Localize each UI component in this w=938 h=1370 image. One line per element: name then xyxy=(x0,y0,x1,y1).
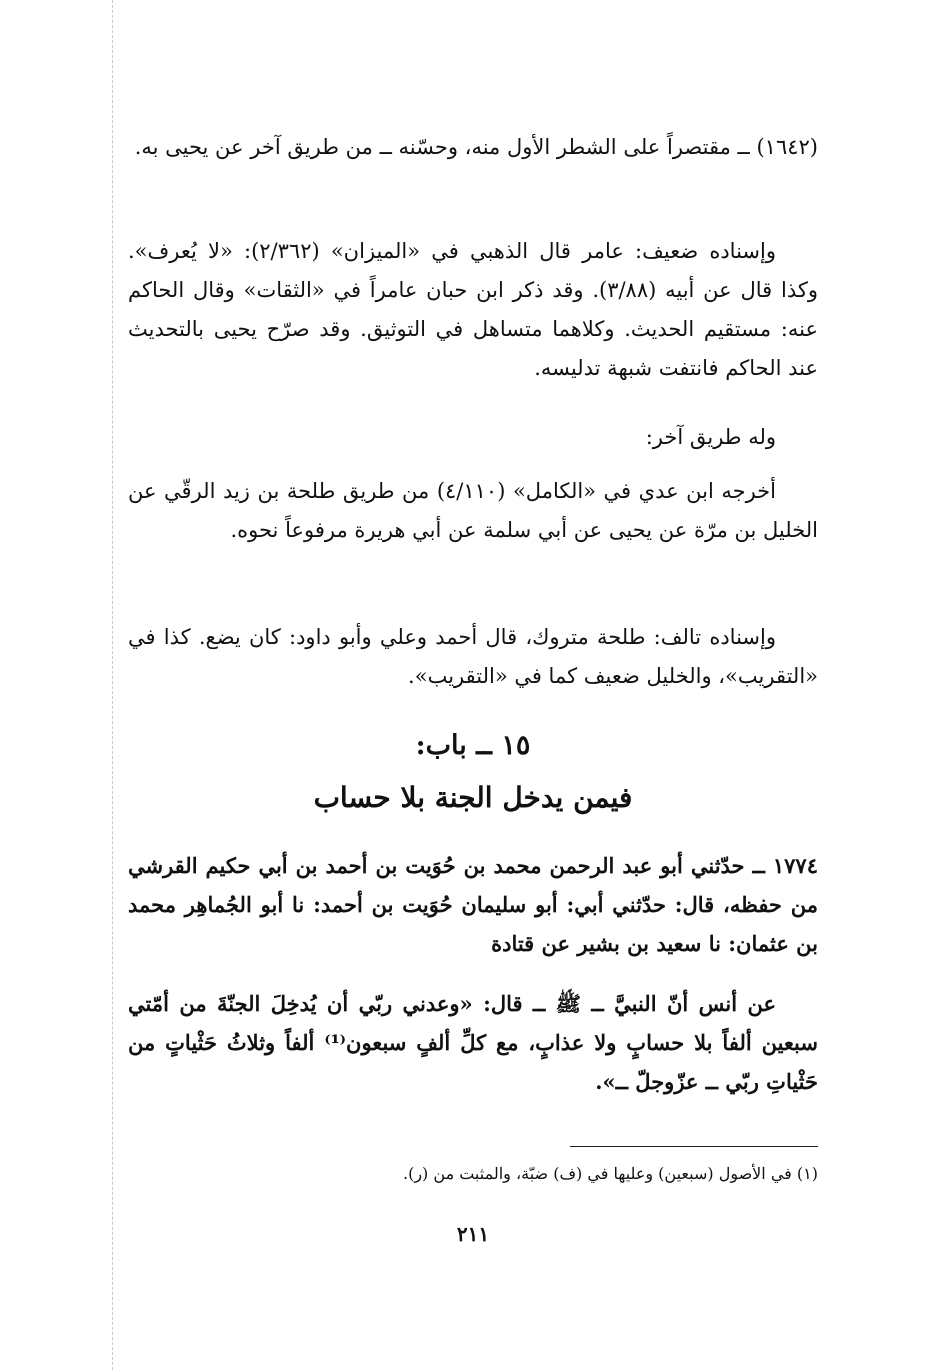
footnote: (١) في الأصول (سبعين) وعليها في (ف) ضبّة، والمثبت من (ر). xyxy=(403,1164,818,1183)
page-edge-line xyxy=(112,0,113,1370)
paragraph-text: وإسناده تالف: طلحة متروك، قال أحمد وعلي وأبو داود: كان يضع. كذا في «التقريب»، والخليل ضعيف كما في «التقريب». xyxy=(128,625,818,688)
hadith-matn xyxy=(128,984,818,1101)
hadith-matn-text: عن أنس أنّ النبيَّ ــ ﷺ ــ قال: «وعدني ربّي أن يُدخِلَ الجنّةَ من أمّتي سبعين ألفاً بلا حسابٍ ولا عذابٍ، مع كلِّ ألفٍ سبعون⁽¹⁾ ألفاً وثلاثُ حَثْياتٍ من حَثْياتِ ربّي ــ عزّوجلّ ــ». xyxy=(128,991,818,1094)
takhrij-paragraph-2 xyxy=(128,232,818,388)
footnote-separator xyxy=(570,1146,818,1147)
hadith-isnad-text: ١٧٧٤ ــ حدّثني أبو عبد الرحمن محمد بن حُوَيت بن أحمد بن أبي حكيم القرشي من حفظه، قال: حدّثني أبي: أبو سليمان حُوَيت بن أحمد: نا أبو الجُماهِر محمد بن عثمان: نا سعيد بن بشير عن قتادة xyxy=(128,853,818,956)
paragraph-text: (١٦٤٢) ــ مقتصراً على الشطر الأول منه، وحسّنه ــ من طريق آخر عن يحيى به. xyxy=(134,135,818,159)
paragraph-text: أخرجه ابن عدي في «الكامل» (٤/١١٠) من طريق طلحة بن زيد الرقّي عن الخليل بن مرّة عن يحيى عن أبي سلمة عن أبي هريرة مرفوعاً نحوه. xyxy=(128,479,818,542)
hadith-isnad xyxy=(128,846,818,963)
chapter-number: ١٥ ــ باب: xyxy=(415,730,531,761)
takhrij-paragraph-1 xyxy=(128,128,818,167)
paragraph-text: وإسناده ضعيف: عامر قال الذهبي في «الميزان» (٢/٣٦٢): «لا يُعرف». وكذا قال عن أبيه (٣/٨٨). وقد ذكر ابن حبان عامراً في «الثقات» وقال الحاكم عنه: مستقيم الحديث. وكلاهما متساهل في التوثيق. وقد صرّح يحيى بالتحديث عند الحاكم فانتفت شبهة تدليسه. xyxy=(128,239,818,380)
takhrij-paragraph-5 xyxy=(128,618,818,696)
chapter-title: فيمن يدخل الجنة بلا حساب xyxy=(313,781,633,814)
paragraph-text: وله طريق آخر: xyxy=(645,425,776,449)
takhrij-paragraph-4 xyxy=(128,472,818,550)
takhrij-paragraph-3 xyxy=(128,418,818,457)
page-number: ٢١١ xyxy=(456,1222,490,1246)
